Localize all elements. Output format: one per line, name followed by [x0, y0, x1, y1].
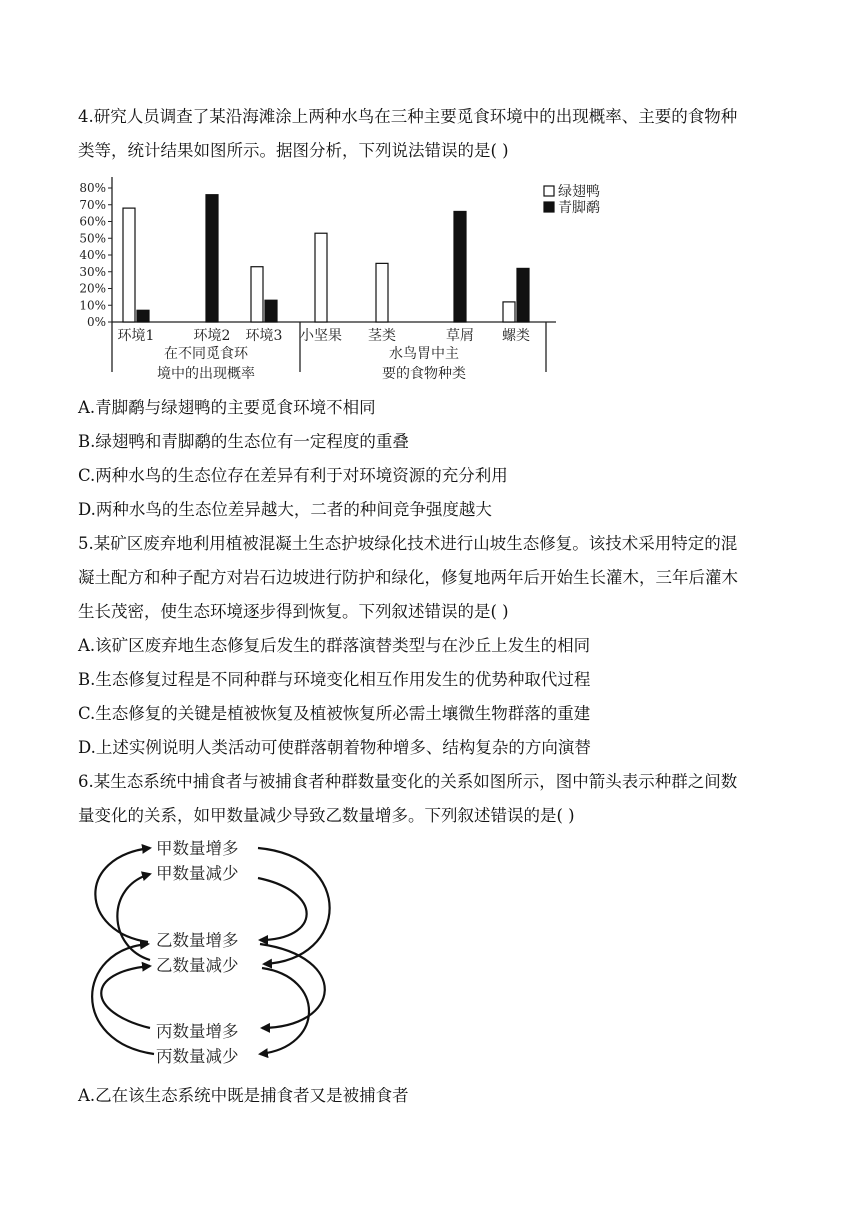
label-bing-decrease: 丙数量减少: [156, 1047, 239, 1066]
y-tick-label: 70%: [79, 197, 106, 212]
label-yi-increase: 乙数量增多: [156, 931, 239, 950]
q4-option-a: A.青脚鹬与绿翅鸭的主要觅食环境不相同: [78, 398, 376, 417]
label-jia-decrease: 甲数量减少: [156, 864, 239, 883]
bar-青脚鹬-螺类: [517, 268, 529, 322]
x-tick-label: 环境2: [193, 328, 231, 344]
y-tick-label: 0%: [86, 315, 106, 329]
y-tick-label: 80%: [79, 181, 106, 195]
arrow-bing-up-to-yi-down: [101, 966, 150, 1028]
bar-青脚鹬-草屑: [454, 211, 466, 322]
x-tick-label: 环境3: [245, 328, 283, 344]
label-jia-increase: 甲数量增多: [156, 839, 239, 858]
x-tick-label: 草屑: [446, 328, 474, 344]
chart-svg: [78, 172, 638, 387]
q6-stem-line2: 量变化的关系，如甲数量减少导致乙数量增多。下列叙述错误的是( ): [78, 806, 575, 825]
q5-stem-line3: 生长茂密，使生态环境逐步得到恢复。下列叙述错误的是( ): [78, 602, 509, 621]
legend-label-绿翅鸭: 绿翅鸭: [558, 184, 600, 200]
group-label-line2: 要的食物种类: [382, 366, 466, 382]
q5-stem-line1: 5.某矿区废弃地利用植被混凝土生态护坡绿化技术进行山坡生态修复。该技术采用特定的混: [78, 534, 738, 553]
q5-option-b: B.生态修复过程是不同种群与环境变化相互作用发生的优势种取代过程: [78, 670, 591, 689]
legend-swatch-青脚鹬: [544, 202, 554, 212]
bar-绿翅鸭-环境3: [251, 267, 263, 322]
y-tick-label: 30%: [79, 264, 106, 279]
bar-青脚鹬-环境3: [265, 300, 277, 322]
diagram-svg: [80, 832, 340, 1072]
group-label-line1: 在不同觅食环: [164, 346, 248, 362]
q5-option-a: A.该矿区废弃地生态修复后发生的群落演替类型与在沙丘上发生的相同: [78, 636, 591, 655]
q5-stem-line2: 凝土配方和种子配方对岩石边坡进行防护和绿化，修复地两年后开始生长灌木，三年后灌木: [78, 568, 738, 587]
q5-option-c: C.生态修复的关键是植被恢复及植被恢复所必需土壤微生物群落的重建: [78, 704, 591, 723]
q4-option-d: D.两种水鸟的生态位差异越大，二者的种间竞争强度越大: [78, 500, 492, 519]
q4-stem-line1: 4.研究人员调查了某沿海滩涂上两种水鸟在三种主要觅食环境中的出现概率、主要的食物种: [78, 107, 738, 126]
q4-bar-chart: [78, 172, 638, 391]
label-yi-decrease: 乙数量减少: [156, 956, 239, 975]
x-tick-label: 螺类: [502, 328, 530, 344]
bar-绿翅鸭-茎类: [376, 263, 388, 322]
y-tick-label: 50%: [79, 231, 106, 246]
bar-绿翅鸭-环境1: [123, 208, 135, 322]
q4-option-c: C.两种水鸟的生态位存在差异有利于对环境资源的充分利用: [78, 466, 508, 485]
arrow-yi-up-to-bing-up: [260, 944, 325, 1028]
legend-swatch-绿翅鸭: [544, 186, 554, 196]
q6-option-a: A.乙在该生态系统中既是捕食者又是被捕食者: [78, 1086, 409, 1105]
group-label-line1: 水鸟胃中主: [389, 346, 459, 362]
bar-绿翅鸭-螺类: [503, 302, 515, 322]
q5-option-d: D.上述实例说明人类活动可使群落朝着物种增多、结构复杂的方向演替: [78, 738, 591, 757]
bar-青脚鹬-环境2: [206, 195, 218, 322]
x-tick-label: 环境1: [117, 328, 155, 344]
q4-option-b: B.绿翅鸭和青脚鹬的生态位有一定程度的重叠: [78, 432, 409, 451]
arrow-jia-down-to-yi-up: [258, 878, 307, 940]
legend-label-青脚鹬: 青脚鹬: [558, 200, 600, 216]
bar-青脚鹬-环境1: [137, 310, 149, 322]
arrow-yi-down-to-bing-down: [260, 968, 309, 1054]
q6-cycle-diagram: [80, 832, 340, 1076]
label-bing-increase: 丙数量增多: [156, 1022, 239, 1041]
q6-stem-line1: 6.某生态系统中捕食者与被捕食者种群数量变化的关系如图所示，图中箭头表示种群之间数: [78, 772, 738, 791]
y-tick-label: 60%: [79, 214, 106, 229]
y-tick-label: 10%: [79, 298, 106, 313]
q4-stem-line2: 类等，统计结果如图所示。据图分析，下列说法错误的是( ): [78, 141, 509, 160]
bar-绿翅鸭-小坚果: [315, 233, 327, 322]
y-tick-label: 40%: [79, 248, 106, 262]
y-tick-label: 20%: [79, 281, 106, 296]
x-tick-label: 小坚果: [300, 328, 342, 344]
group-label-line2: 境中的出现概率: [157, 366, 255, 382]
x-tick-label: 茎类: [368, 328, 396, 344]
